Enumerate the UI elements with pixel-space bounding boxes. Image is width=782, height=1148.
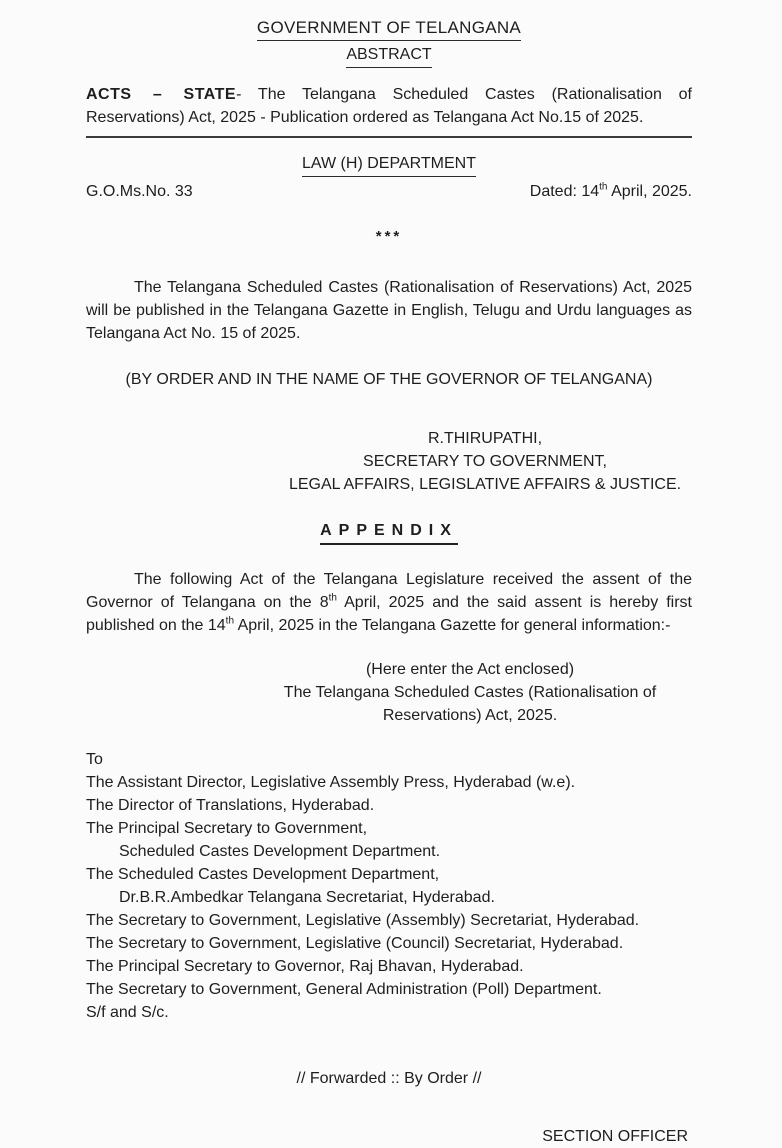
recipient-line: Scheduled Castes Development Department. [119, 843, 441, 860]
recipient-line: The Principal Secretary to Government, [86, 820, 368, 837]
enclosure-note: (Here enter the Act enclosed) [365, 661, 575, 678]
signatory-name: R.THIRUPATHI, [427, 430, 543, 447]
recipient-line: The Secretary to Government, Legislative (Council) Secretariat, Hyderabad. [86, 935, 624, 952]
forwarded-by-order-line: // Forwarded :: By Order // [296, 1070, 482, 1087]
signature-block [86, 427, 692, 496]
subject-rest-text: - The Telangana Scheduled Castes (Rationalisation of Reservations) Act, 2025 - Publication ordered as Telangana Act No.15 of 2025. [86, 86, 692, 126]
order-meta-row [86, 180, 692, 203]
appendix-heading: APPENDIX [86, 519, 692, 545]
asterisk-separator: *** [375, 228, 403, 245]
recipient-line: Dr.B.R.Ambedkar Telangana Secretariat, Hyderabad. [119, 889, 495, 906]
recipient-line: The Scheduled Castes Development Department, [86, 866, 440, 883]
recipient-line: The Principal Secretary to Governor, Raj Bhavan, Hyderabad. [86, 958, 524, 975]
subject-lead-label: ACTS – STATE [86, 86, 237, 103]
section-officer-label: SECTION OFFICER [542, 1128, 688, 1145]
recipient-line: The Director of Translations, Hyderabad. [86, 797, 375, 814]
enclosure-block [86, 658, 692, 727]
enclosure-act-title-2: Reservations) Act, 2025. [382, 707, 558, 724]
enclosure-act-title-1: The Telangana Scheduled Castes (Rationalisation of [283, 684, 657, 701]
recipient-line: The Secretary to Government, Legislative (Assembly) Secretariat, Hyderabad. [86, 912, 640, 929]
date-ordinal-suffix: th [328, 592, 337, 604]
appendix-paragraph: The following Act of the Telangana Legislature received the assent of the Governor of Telangana on the 8th April, 2025 and the said assent is hereby first published on the 14th April, 2025 in the Telangana Gazette for general information:- [86, 571, 692, 634]
recipient-line: The Secretary to Government, General Administration (Poll) Department. [86, 981, 602, 998]
signatory-title-2: LEGAL AFFAIRS, LEGISLATIVE AFFAIRS & JUSTICE. [288, 476, 682, 493]
recipients-salutation: To [86, 751, 103, 768]
recipient-line: S/f and S/c. [86, 1004, 169, 1021]
order-number: G.O.Ms.No. 33 [86, 183, 193, 200]
publication-paragraph: The Telangana Scheduled Castes (Rationalisation of Reservations) Act, 2025 will be published in the Telangana Gazette in English, Telugu and Urdu languages as Telangana Act No. 15 of 2025. [86, 279, 692, 342]
department-heading: LAW (H) DEPARTMENT [86, 152, 692, 177]
date-ordinal-suffix: th [225, 615, 235, 627]
signatory-title-1: SECRETARY TO GOVERNMENT, [363, 453, 607, 470]
subject-paragraph [86, 83, 692, 138]
recipient-line: The Assistant Director, Legislative Assembly Press, Hyderabad (w.e). [86, 774, 576, 791]
date-ordinal-suffix: th [599, 181, 608, 193]
government-title: GOVERNMENT OF TELANGANA [257, 16, 521, 41]
by-order-line: (BY ORDER AND IN THE NAME OF THE GOVERNOR OF TELANGANA) [125, 371, 653, 388]
abstract-heading: ABSTRACT [86, 43, 692, 68]
order-date: Dated: 14th April, 2025. [529, 181, 692, 200]
recipients-list [86, 748, 692, 1024]
document-header [86, 16, 692, 68]
